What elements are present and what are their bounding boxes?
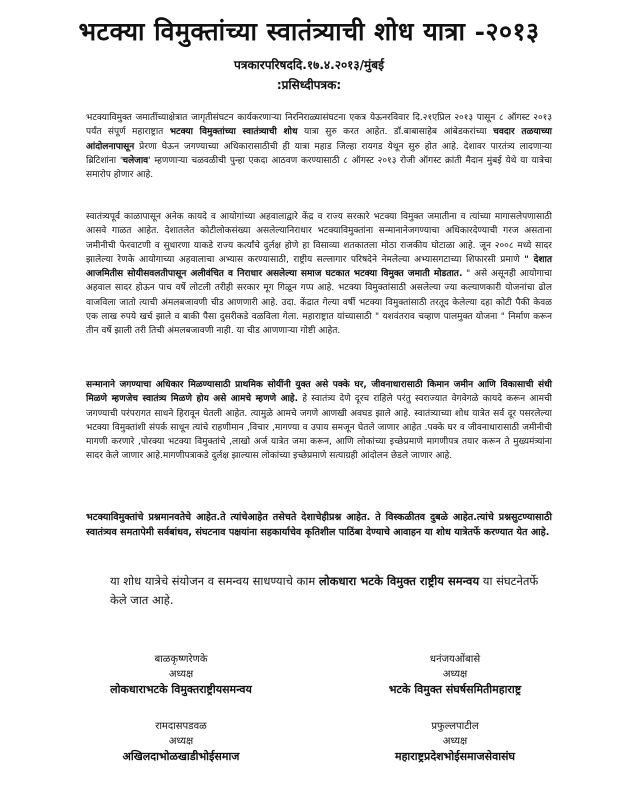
signatory-org: महाराष्ट्रप्रदेशभोईसमाजसेवासंघ	[395, 750, 515, 763]
signatory-block	[56, 719, 306, 764]
organizer-name-bold: लोकधारा भटके विमुक्त राष्ट्रीय समन्वय	[318, 574, 480, 588]
paragraph-text: हे स्वातंत्र्य देणे दूरच राहिले परंतु स्वराज्यात वेगवेगळे कायदे करून आमची जगण्याची परंपरागत साधने हिरावून घेतली आहेत. त्यामुळे आमचे जगणे आणखी अवघड झाले आहे. स्वातंत्र्याच्या शोध यात्रेत सर्व दूर पसरलेल्या भटक्या विमुक्तांशी संपर्क साधून त्यांचे राहणीमान ,विचार ,मागण्या व उपाय समजून घेतले जाणार आहेत .पक्के घर व जीवनाधारासाठी जमीनीची मागणी करणारे ,पोरक्या भटक्या विमुक्तांचे ,लाखो अर्ज यात्रेत जमा करून, आणि लोकांच्या इच्छेप्रमाणे मागणीपत्र तयार करून ते मुख्यमंत्र्यांना सादर केले जाणार आहे.मागणीपत्राकडे दुर्लक्ष झाल्यास लोकांच्या इच्छेप्रमाणे सत्याग्रही आंदोलन छेडले जाणार आहे.	[86, 394, 553, 462]
signatory-org: भटके विमुक्त संघर्षसमितीमहाराष्ट्र	[388, 683, 522, 696]
signatory-role: अध्यक्ष	[168, 669, 194, 680]
signatory-name: बाळकृष्णरेणके	[154, 654, 208, 665]
paragraph-background	[86, 210, 552, 339]
paragraph-demands	[86, 378, 552, 464]
paragraph-organizer	[110, 572, 550, 610]
recommendation-quote-bold: " देशात आजमितीस सोयीसवलतीपासून अलीवंचित व निराधार असलेल्या समाज घटकात भटक्या विमुक्त जमाती मोडतात.	[86, 254, 552, 280]
signatory-role: अध्यक्ष	[442, 669, 468, 680]
document-title: भटक्या विमुक्तांच्या स्वातंत्र्याची शोध यात्रा -२०१३	[78, 17, 540, 46]
paragraph-text: प्रेरणा घेऊन जगण्याच्या अधिकारासाठीची ही यात्रा महाड जिल्हा रायगड येथून सुरु होत आहे. देशावर पारतंत्र्य लादणाऱ्या ब्रिटिशांना '	[86, 141, 552, 166]
signatory-name: प्रफुल्लपाटील	[431, 721, 479, 732]
paragraph-text: " असे असूनही आयोगाचा अहवाल सादर होऊन पाच वर्षे लोटली तरीही सरकार मूग गिळून गप्प आहे. भटक्या विमुक्तांसाठी असलेल्या ज्या कल्याणकारी योजनांचा ढोल वाजविला जातो त्याची अंमलबजावणी चीड आणणारी आहे. उदा. केंद्रात गेल्या वर्षी भटक्या विमुक्तांसाठी तरतूद केलेल्या दहा कोटी पैकी केवळ एक लाख रुपये खर्च झाले व बाकी पैसा दुसरीकडे वळविला गेला. महाराष्ट्रात यांच्यासाठी " यशवंतराव चव्हाण पालमुक्त योजना " निर्माण करून तीन वर्षे झाली तरी तिची अंमलबजावणी नाही. या चीड आणणाऱ्या गोष्टी आहेत.	[86, 269, 552, 337]
paragraph-intro	[86, 111, 552, 182]
paragraph-text: ' म्हणणाऱ्या चळवळीची पुन्हा एकदा आठवण करण्यासाठी ८ ऑगस्ट २०१३ रोजी ऑगस्ट क्रांती मैदान मुंबई येथे या यात्रेचा समारोप होणार आहे.	[86, 155, 552, 181]
signatory-org: लोकधाराभटके विमुक्तराष्ट्रीयसमन्वय	[110, 683, 252, 696]
signatory-block	[315, 652, 595, 697]
signatory-role: अध्यक्ष	[442, 736, 468, 747]
signatory-role: अध्यक्ष	[168, 736, 194, 747]
chavdar-movement-bold: चवदार तळयाच्या आंदोलनापासून	[86, 127, 552, 152]
document-type-label: :प्रसिध्दीपत्रक:	[276, 78, 342, 92]
signatory-block	[315, 719, 595, 764]
paragraph-text: यात्रा सुरु करत आहेत. डॉ.बाबासाहेब आंबेडकरांच्या	[297, 127, 494, 138]
yatra-name-bold: भटक्या विमुक्तांच्या स्वातंत्र्याची शोध	[169, 127, 298, 138]
signatory-name: धनंजयओंबासे	[429, 654, 481, 665]
chalejav-bold: चलेजाव	[122, 155, 149, 166]
paragraph-appeal: भटक्याविमुक्तांचे प्रश्नमानवतेचे आहेत.ते त्यांचेआहेत तसेचते देशाचेहीप्रश्न आहेत. ते विस्कळीतव दुबळे आहेत.त्यांचे प्रश्नसुटण्यासाठी स्वातंत्र्यव समतापेमी सर्वबांधव, संघटनाव पक्षयांना सहकार्याचेव कृतिशील पाठिंबा देण्याचे आवाहन या शोध यात्रेतर्फे करण्यात येत आहे.	[86, 512, 552, 538]
paragraph-text: या संघटनेतर्फे केले जात आहे.	[110, 574, 539, 607]
paragraph-text: या शोध यात्रेचे संयोजन व समन्वय साधण्याचे काम	[110, 574, 319, 588]
signatory-block	[56, 652, 306, 697]
demands-statement-bold: सन्मानाने जगण्याचा अधिकार मिळण्यासाठी प्राथमिक सोयींनी युक्त असे पक्के घर, जीवनाधारासाठी किमान जमीन आणि विकासाची संधी मिळणे म्हणजेच स्वातंत्र्य मिळणे होय असे आमचे म्हणणे आहे.	[86, 380, 552, 405]
paragraph-text: भटक्याविमुक्त जमातींच्याक्षेत्रात जागृतीसंघटन कार्यकरणाऱ्या निरनिराळ्यासंघटना एकत्र येऊनरविवार दि.२१एप्रिल २०१३ पासून ८ ऑगस्ट २०१३ पर्यंत संपूर्ण महाराष्ट्रात	[86, 113, 552, 138]
signatory-org: अखिलदाभोळखाडीभोईसमाज	[122, 750, 240, 763]
paragraph-text: स्वातंत्र्यपूर्व काळापासून अनेक कायदे व आयोगांच्या अहवालाद्वारे केंद्र व राज्य सरकारे भटक्या विमुक्त जमातीना व त्यांच्या मागासलेपणासाठी आसवे गाळत आहेत. देशातलेत कोटीलोकसंख्या असलेल्यानिराधार भटक्याविमुक्तांना सन्मानानेजगण्याचा अधिकारदेण्याची गरज असताना जमीनीची फेरवाटणी व सुधारणा याकडे राज्य कर्त्यांचे दुर्लक्ष होणे हा विसाव्या शतकातला मोठा राजकीय घोटाळा आहे. जून २००८ मध्ये सादर झालेल्या रेणके आयोगाच्या अहवालाचा अभ्यास करण्यासाठी, राष्ट्रीय सल्लागार परिषदेने नेमलेल्या अभ्यासगटाच्या शिफारसी प्रमाणे	[86, 212, 552, 265]
signatory-name: रामदासपडवळ	[155, 721, 207, 732]
press-conference-date: पत्रकारपरिषददि.१७.४.२०१३/मुंबई	[234, 58, 384, 72]
